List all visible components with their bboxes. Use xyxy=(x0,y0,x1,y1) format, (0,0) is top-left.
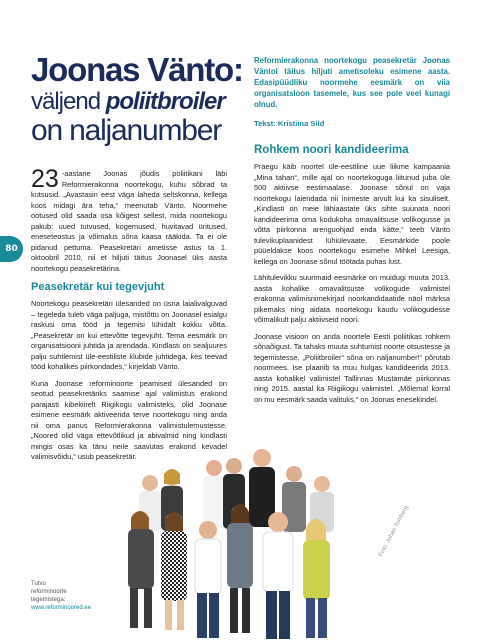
intro-paragraph xyxy=(31,165,227,274)
section-2-paragraph-2: Lähitulevikku suurimaid eesmärke on muidugi muuta 2013. aasta kohalike omavalitsuste volikogude valimistel erakonna valimisnimekirjad noorkandidaatide näol märksa pikemaks ning aidata noortekogu kaudu volikogudesse võimalikult palju aktiivseid noori. xyxy=(254,273,450,324)
headline xyxy=(31,51,243,147)
headline-line-2 xyxy=(31,88,227,115)
drop-cap: 23 xyxy=(31,165,59,193)
caption-line-1: Tutvu xyxy=(31,581,46,587)
right-column xyxy=(254,55,450,405)
caption-url-link[interactable]: www.reforminoored.ee xyxy=(31,605,92,611)
section-2-paragraph-3: Joonase visioon on anda noortele Eesti poliitikas rohkem sõnaõigust. Ta tahaks muuta suhtumist noorte otsustesse ja tegemistesse. „Poliitbroiler“ sõna on naljanumber!“ põrutab noormees. Ise plaanib ta muu hulgas kandideerida 2013. aasta kohalikel valimistel Tallinnas Mustamäe piirkonnas ning 2015. aastal ka Riigikogu valimistel. „Mõlemal korral on mu eesmärk saada valituks,“ on Joonas enesekindel. xyxy=(254,331,450,404)
section-1-paragraph-2: Kuna Joonase reforminoorte peamised ülesanded on seotud peasekretäriks saamise ajal valimistus erakond parajasti kibekiirelt Riigikogu valimisteks, olid Joonase esimene eesmärk aktiveerida terve noortekogu ning anda nii oma panus Reformierakonna valimistulemustesse. „Noored olid väga ettevõtlikud ja abivalmid ning kindlasti mingis osas ka tänu neile saavutas erakond kevadel valimisvõidu,“ usub peasekretär. xyxy=(31,378,227,461)
person-front-6 xyxy=(303,519,330,638)
caption-line-3: tegemistega: xyxy=(31,597,66,603)
group-photo-illustration xyxy=(112,438,408,640)
section-heading-1: Peasekretär kui tegevjuht xyxy=(31,281,165,293)
headline-line-2-italic: poliitbroiler xyxy=(105,88,225,115)
page-number-tab xyxy=(0,236,23,262)
intro-text: -aastane Joonas jõudis poliitikani läbi Reformierakonna noortekogu, kuhu sõbrad ta kutsusid. „Avastasin eest väga laheda seltskonna, kellega koos midagi ära teha,“ meenutab Vänto. Noormehe ootused olid saada osa kõigest sellest, mida noortekogu pakub: uued tutvused, kogemused, huvitavad üritused, eneseteostus ja võimalus sõna kaasa rääkida. Ta ei ole pidanud pettuma. Peasekretäri ametisse astus ta 1. oktoobril 2010, nii et hiljuti täitus Joonasel üks aasta noortekogu peasekretärina. xyxy=(31,169,227,273)
photo-credit: Foto: Johan Tomberg xyxy=(378,505,410,558)
lead-paragraph: Reformierakonna noortekogu peasekretär Joonas Väntol täitus hiljuti ametisoleku esimene aasta. Edasipüüdliku noormehe eesmärk on viia organisatsioon tasemele, kus see pole veel kunagi olnud. xyxy=(254,56,450,109)
section-1-paragraph-1: Noortekogu peasekretäri ülesanded on üsna laialivalguvad – tegeleda tuleb väga paljuga, mistõttu on Joonasel esialgu raskusi oma tööd ja tegemisi lühidalt kokku võtta. „Peasekretär on kui ettevõtte tegevjuht. Tema eesmärk on organisatsiooni juhtida ja arendada. Kindlasti on sealjuures palju suhtlemist üle-eestiliste klubide juhtidega, kes teevad tööd kohalikes piirkondades,“ kirjeldab Vänto. xyxy=(31,299,227,371)
page-number: 80 xyxy=(5,244,18,254)
headline-name: Joonas Vänto: xyxy=(31,51,243,88)
group-photo xyxy=(112,438,408,640)
headline-line-2-plain: väljend xyxy=(31,88,106,115)
byline: Tekst: Kristiina Sild xyxy=(254,119,325,128)
section-2-paragraph-1: Praegu käib noortel üle-eestiline uue liikme kampaania „Mina tahan“, mille ajal on noortekoguga liitunud juba üle 500 aktiivse eestimaalase. Joonase sõnul on vaja noortekogu laiendada nii inimeste arvult kui ka sisuliselt. „Kindlasti on meie lähiaastate üks sihte suunata noori kandideerima oma kodukoha omavalitsuse volikogusse ja võtta piirkonna arenguohjad enda kätte,“ teeb Vänto tulevikuplaanidest lühiülevaate. Eesmärkide poole püüeldakse koos noortekogu esimehe Mihkel Leesiga, kellega on Joonase sõnul töötada puhas lust. xyxy=(254,162,450,266)
photo-caption xyxy=(31,580,103,612)
person-back-3 xyxy=(203,460,225,526)
caption-line-2: reforminoorte xyxy=(31,589,67,595)
headline-line-3: on naljanumber xyxy=(31,114,222,147)
section-heading-2: Rohkem noori kandideerima xyxy=(254,144,409,156)
person-front-3 xyxy=(195,521,221,638)
left-column xyxy=(31,51,243,463)
